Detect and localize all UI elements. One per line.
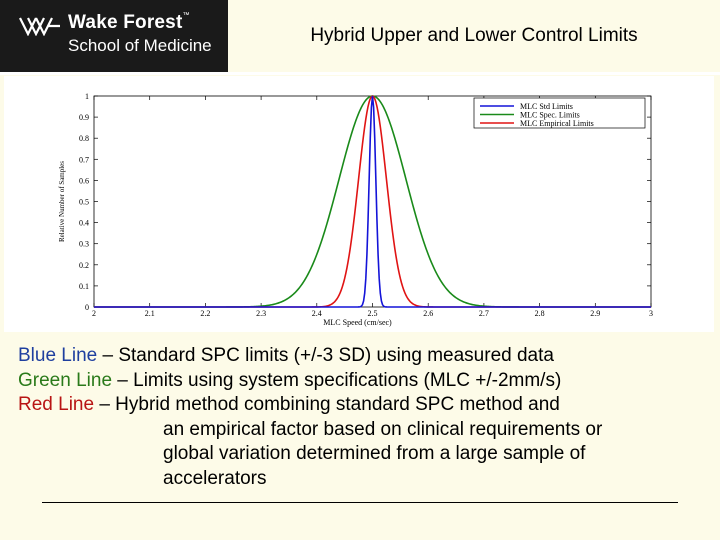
red-line-description: – Hybrid method combining standard SPC method and bbox=[94, 394, 560, 415]
green-line-description: – Limits using system specifications (MLC +/-2mm/s) bbox=[112, 369, 562, 391]
logo-line-1: Wake Forest™ bbox=[68, 12, 190, 33]
x-tick-label: 2.4 bbox=[311, 309, 322, 318]
y-tick-label: 0.5 bbox=[79, 197, 89, 207]
legend-label-1: MLC Spec. Limits bbox=[520, 110, 580, 120]
x-tick-label: 2.5 bbox=[367, 309, 378, 318]
explanation-text bbox=[18, 344, 708, 491]
y-tick-label: 0 bbox=[85, 303, 89, 312]
bottom-divider bbox=[42, 502, 678, 503]
y-tick-label: 0.9 bbox=[79, 113, 89, 123]
x-tick-label: 2.1 bbox=[144, 309, 155, 318]
x-tick-label: 2.2 bbox=[200, 309, 211, 318]
wake-forest-logo-icon bbox=[18, 16, 62, 36]
x-tick-label: 2 bbox=[92, 309, 96, 318]
blue-line-description: – Standard SPC limits (+/-3 SD) using measured data bbox=[97, 345, 554, 366]
text-line-green bbox=[18, 369, 708, 394]
y-tick-label: 0.2 bbox=[79, 260, 89, 270]
y-tick-label: 0.6 bbox=[79, 176, 89, 186]
y-tick-label: 0.7 bbox=[79, 155, 89, 165]
red-line-label: Red Line bbox=[18, 394, 95, 415]
y-tick-label: 0.3 bbox=[79, 239, 89, 249]
y-tick-label: 0.8 bbox=[79, 134, 89, 144]
y-tick-label: 0.1 bbox=[79, 281, 89, 291]
x-axis-label: MLC Speed (cm/sec) bbox=[323, 318, 392, 327]
x-tick-label: 2.6 bbox=[423, 309, 434, 318]
legend-label-2: MLC Empirical Limits bbox=[520, 119, 594, 128]
blue-line-label: Blue Line bbox=[18, 345, 98, 366]
chart-panel bbox=[4, 76, 714, 332]
green-line-label: Green Line bbox=[18, 369, 113, 391]
header-divider bbox=[0, 72, 720, 75]
text-line-continuation-2: global variation determined from a large sample of bbox=[163, 443, 586, 464]
logo-line-2: School of Medicine bbox=[68, 36, 212, 55]
logo bbox=[0, 0, 228, 72]
text-line-continuation-1: an empirical factor based on clinical requirements or bbox=[163, 418, 603, 440]
x-tick-label: 2.3 bbox=[256, 309, 267, 318]
x-tick-label: 2.8 bbox=[534, 309, 545, 318]
y-axis-label: Relative Number of Samples bbox=[58, 160, 66, 243]
text-line-blue bbox=[18, 344, 708, 369]
slide-title: Hybrid Upper and Lower Control Limits bbox=[310, 25, 638, 46]
legend-label-0: MLC Std Limits bbox=[520, 102, 573, 111]
x-tick-label: 2.9 bbox=[590, 309, 601, 318]
slide-header bbox=[0, 0, 720, 72]
control-limits-chart bbox=[4, 76, 714, 332]
x-tick-label: 2.7 bbox=[478, 309, 489, 318]
x-tick-label: 3 bbox=[649, 309, 653, 318]
y-tick-label: 1 bbox=[85, 92, 89, 101]
text-line-red bbox=[18, 393, 708, 418]
y-tick-label: 0.4 bbox=[79, 218, 89, 228]
text-line-continuation-3: accelerators bbox=[163, 467, 267, 489]
